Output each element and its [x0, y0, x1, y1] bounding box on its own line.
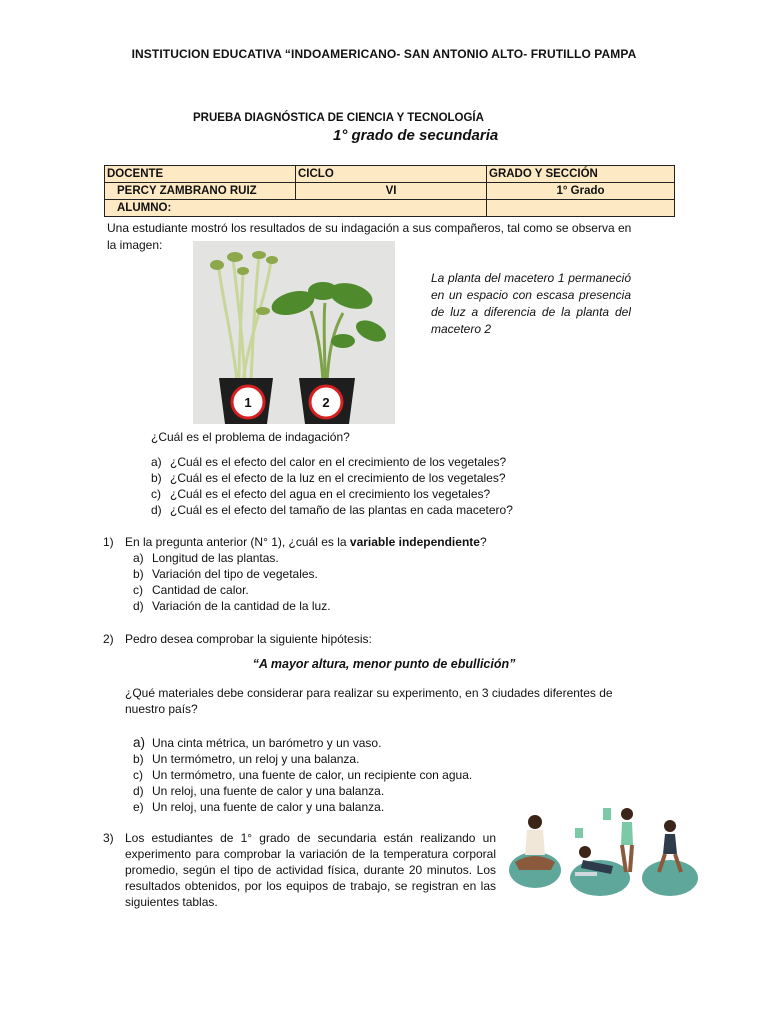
q2-option-a[interactable]: a) Una cinta métrica, un barómetro y un vaso. — [133, 735, 382, 750]
grado-value: 1° Grado — [487, 183, 675, 200]
q1-option-b[interactable]: b) Variación del tipo de vegetales. — [133, 567, 318, 581]
q2-question-line-2: nuestro país? — [125, 702, 198, 716]
q3-number: 3) — [103, 831, 114, 845]
q2-option-e[interactable]: e) Un reloj, una fuente de calor y una balanza. — [133, 800, 385, 814]
q1-option-c[interactable]: c) Cantidad de calor. — [133, 583, 249, 597]
grado-label: GRADO Y SECCIÓN — [487, 166, 675, 183]
pot-1-label: 1 — [244, 395, 252, 410]
q2-hypothesis: “A mayor altura, menor punto de ebullición” — [252, 657, 516, 671]
q1-options — [133, 550, 331, 614]
q0-options — [151, 454, 513, 518]
alumno-blank — [487, 200, 675, 217]
q2-options — [133, 735, 472, 815]
q0-question: ¿Cuál es el problema de indagación? — [151, 430, 350, 444]
institution-name: INSTITUCION EDUCATIVA “INDOAMERICANO- SAN ANTONIO ALTO- FRUTILLO PAMPA — [131, 47, 637, 61]
q2-question-line-1: ¿Qué materiales debe considerar para realizar su experimento, en 3 ciudades diferentes de — [125, 686, 613, 700]
q3-text: Los estudiantes de 1° grado de secundaria están realizando un experimento para comprobar la variación de la temperatura corporal promedio, según el tipo de actividad física, durante 20 minutos. Los resultados obtenidos, por los equipos de trabajo, se registran en las siguientes tablas. — [125, 831, 496, 909]
intro-line-1: Una estudiante mostró los resultados de su indagación a sus compañeros, tal como se observa en — [107, 221, 632, 235]
q0-option-c[interactable]: c) ¿Cuál es el efecto del agua en el crecimiento los vegetales? — [151, 487, 491, 501]
people-exercising-icon — [505, 800, 705, 900]
q2-number: 2) — [103, 632, 114, 646]
q2-option-c[interactable]: c) Un termómetro, una fuente de calor, un recipiente con agua. — [133, 768, 473, 782]
plant-experiment-photo — [193, 241, 395, 424]
test-title: PRUEBA DIAGNÓSTICA DE CIENCIA Y TECNOLOGÍA — [193, 112, 484, 124]
q2-option-b[interactable]: b) Un termómetro, un reloj y una balanza. — [133, 752, 360, 766]
q1-option-a[interactable]: a) Longitud de las plantas. — [133, 551, 279, 565]
q0-option-d[interactable]: d) ¿Cuál es el efecto del tamaño de las plantas en cada macetero? — [151, 503, 513, 517]
photo-caption: La planta del macetero 1 permaneció en un espacio con escasa presencia de luz a diferencia de la planta del macetero 2 — [431, 271, 631, 336]
alumno-label: ALUMNO: — [105, 200, 487, 217]
info-table — [104, 165, 675, 217]
q1-option-d[interactable]: d) Variación de la cantidad de la luz. — [133, 599, 331, 613]
q2-text: Pedro desea comprobar la siguiente hipótesis: — [125, 632, 372, 646]
q2-option-d[interactable]: d) Un reloj, una fuente de calor y una balanza. — [133, 784, 385, 798]
docente-value: PERCY ZAMBRANO RUIZ — [105, 183, 296, 200]
ciclo-label: CICLO — [296, 166, 487, 183]
pot-2-label: 2 — [322, 395, 330, 410]
docente-label: DOCENTE — [105, 166, 296, 183]
intro-line-2: la imagen: — [107, 238, 163, 252]
q1-number: 1) — [103, 535, 114, 549]
q1-question: En la pregunta anterior (N° 1), ¿cuál es la variable independiente? — [125, 535, 487, 549]
test-subtitle: 1° grado de secundaria — [333, 127, 499, 144]
plant-illustration — [193, 241, 395, 424]
q0-option-b[interactable]: b) ¿Cuál es el efecto de la luz en el crecimiento de los vegetales? — [151, 471, 506, 485]
q0-option-a[interactable]: a) ¿Cuál es el efecto del calor en el crecimiento de los vegetales? — [151, 455, 507, 469]
ciclo-value: VI — [296, 183, 487, 200]
exercise-illustration — [505, 800, 705, 900]
